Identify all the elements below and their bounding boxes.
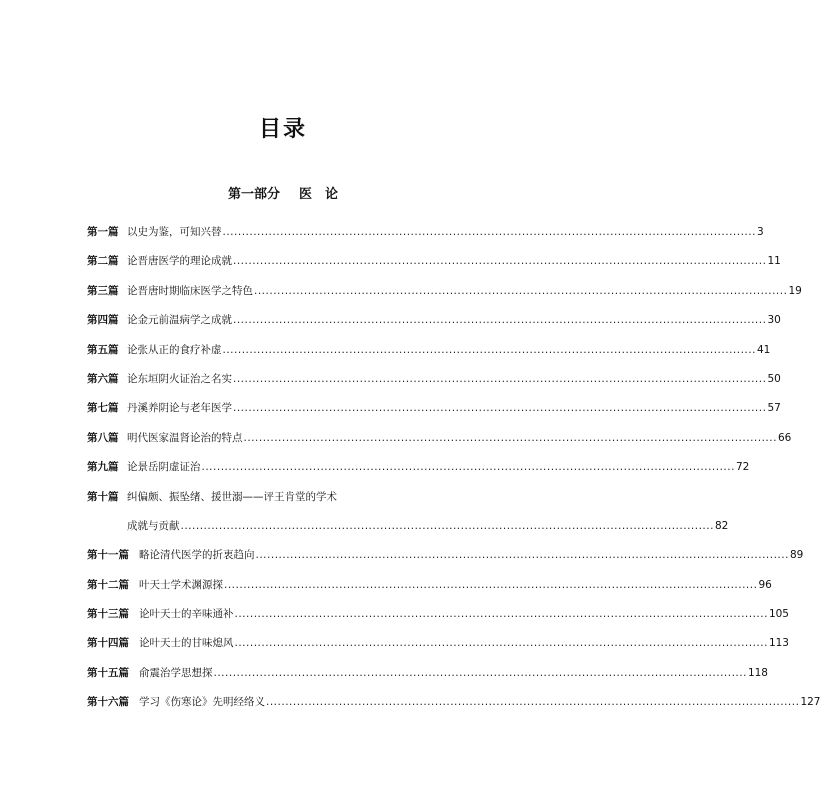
toc-page-number: 82 [714,519,729,532]
toc-leader [214,667,747,679]
toc-chapter: 第十五篇 [87,666,129,679]
toc-leader [266,696,799,708]
toc-chapter: 第二篇 [87,255,119,268]
toc-page-number: 3 [756,226,764,238]
part-heading [0,183,566,202]
toc-leader [223,344,756,356]
toc-page-number: 30 [767,314,781,327]
toc-leader [254,285,787,297]
toc-entry[interactable] [87,635,789,664]
toc-chapter: 第九篇 [87,461,119,474]
toc-entry[interactable] [87,400,781,429]
part-label: 第一部分 [227,187,280,202]
toc-title: 学习《伤寒论》先明经络义 [139,696,265,709]
toc-page-number: 57 [767,402,781,415]
part-name: 医 论 [299,187,339,202]
toc-entry[interactable] [87,253,781,282]
toc-entry[interactable] [87,577,772,606]
toc-page-number: 50 [767,372,781,385]
toc-leader [202,461,735,473]
toc-title: 论张从正的食疗补虚 [127,343,222,356]
toc-page-number: 89 [789,549,804,562]
page-title: 目录 [258,117,307,142]
toc-title: 略论清代医学的折衷趋向 [139,549,255,562]
toc-page-number: 11 [767,255,781,268]
toc-list [87,224,820,724]
toc-title: 论叶天士的甘味熄风 [139,637,234,650]
toc-chapter: 第四篇 [87,314,119,327]
toc-chapter: 第十二篇 [87,578,129,591]
toc-entry-continuation[interactable] [87,518,729,547]
toc-title: 论景岳阴虚证治 [127,461,201,474]
toc-entry[interactable] [87,430,792,459]
toc-chapter: 第十四篇 [87,637,129,650]
toc-leader [233,373,766,385]
toc-leader [181,520,714,532]
toc-title: 论叶天士的辛味通补 [139,608,234,621]
toc-entry[interactable] [87,694,820,723]
toc-chapter: 第三篇 [87,284,119,297]
toc-entry[interactable] [87,665,768,694]
toc-entry[interactable] [87,342,771,371]
toc-leader [235,637,768,649]
toc-entry[interactable] [87,312,781,341]
toc-title: 纠偏颇、振坠绪、援世溺——评王肯堂的学术 [127,490,337,503]
toc-chapter: 第七篇 [87,402,119,415]
toc-title: 以史为鉴，可知兴替 [127,226,222,238]
toc-leader [224,579,757,591]
toc-title: 论金元前温病学之成就 [127,314,232,327]
toc-chapter: 第六篇 [87,372,119,385]
toc-title: 丹溪养阴论与老年医学 [127,402,232,415]
toc-chapter: 第十六篇 [87,696,129,709]
toc-title: 论东垣阴火证治之名实 [127,372,232,385]
toc-chapter: 第十一篇 [87,549,129,562]
toc-page-number: 41 [756,343,771,356]
toc-chapter: 第一篇 [87,226,119,238]
toc-leader [223,226,756,238]
toc-entry[interactable] [87,371,781,400]
toc-title: 成就与贡献 [127,519,180,532]
toc-entry[interactable] [87,459,750,488]
toc-page-number: 118 [747,666,768,679]
toc-title: 论晋唐时期临床医学之特色 [127,284,253,297]
toc-chapter: 第十篇 [87,490,119,503]
toc-leader [235,608,768,620]
toc-chapter: 第十三篇 [87,608,129,621]
toc-page-number: 66 [777,431,792,444]
toc-title: 论晋唐医学的理论成就 [127,255,232,268]
toc-leader [244,432,777,444]
toc-leader [233,255,766,267]
toc-page-number: 19 [788,284,802,297]
toc-page-number: 113 [768,637,789,650]
toc-page-number: 127 [800,696,820,709]
toc-page-number: 96 [758,578,772,591]
toc-entry[interactable] [87,547,804,576]
toc-title: 明代医家温肾论治的特点 [127,431,243,444]
toc-leader [256,549,789,561]
toc-page-number: 72 [735,461,750,474]
toc-entry[interactable] [87,489,362,518]
toc-leader [233,314,766,326]
toc-page-number: 105 [768,608,789,621]
toc-entry[interactable] [87,224,764,253]
toc-chapter: 第五篇 [87,343,119,356]
toc-chapter: 第八篇 [87,431,119,444]
toc-entry[interactable] [87,283,802,312]
toc-leader [233,402,766,414]
toc-title: 俞震治学思想探 [139,666,213,679]
toc-title: 叶天士学术渊源探 [139,578,223,591]
toc-entry[interactable] [87,606,789,635]
